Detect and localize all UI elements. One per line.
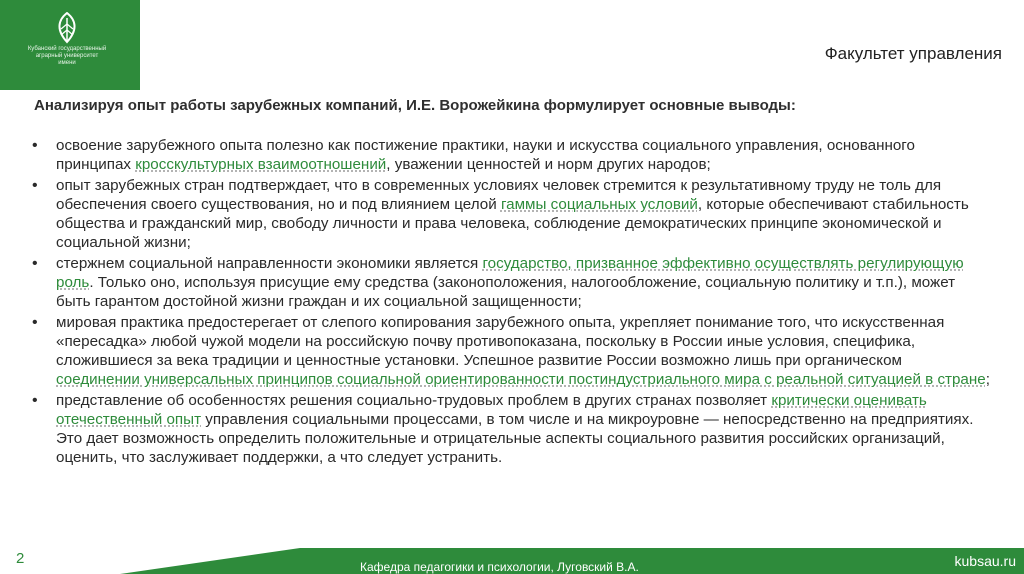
site-link[interactable]: kubsau.ru	[954, 553, 1016, 569]
bullet-text: освоение зарубежного опыта полезно как постижение практики, науки и искусства социального управления, основанного принципах	[56, 137, 915, 173]
bullet-text: ;	[985, 371, 990, 388]
logo-line-3: имени	[58, 60, 76, 66]
leaf-logo-icon	[52, 12, 82, 46]
faculty-title: Факультет управления	[824, 44, 1002, 63]
list-item	[30, 136, 990, 174]
highlight-phrase: государство, призванное эффективно осуществлять регулирующую роль	[56, 255, 964, 291]
list-item	[30, 391, 990, 467]
bullet-text: . Только оно, используя присущие ему средства (законоположения, налогообложение, социальную политику и т.п.), может быть гарантом достойной жизни граждан и их социальной защищенности;	[56, 274, 956, 310]
bullet-text: опыт зарубежных стран подтверждает, что в современных условиях человек стремится к результативному труду не толь для обеспечения своего существования, но и под влиянием целой	[56, 177, 942, 213]
university-logo	[12, 12, 122, 78]
highlight-phrase: соединении универсальных принципов социальной ориентированности постиндустриального мира с реальной ситуацией в стране	[56, 371, 986, 388]
highlight-phrase: критически оценивать отечественный опыт	[56, 392, 927, 428]
logo-line-2: аграрный университет	[35, 53, 99, 59]
bullet-text: , которые обеспечивают стабильность общества и гражданский мир, свободу личности и права человека, соблюдение демократических принципе экономической и социальной жизни;	[56, 196, 969, 251]
list-item	[30, 313, 990, 389]
highlight-phrase: кросскультурных взаимоотношений	[135, 156, 387, 173]
slide-heading: Анализируя опыт работы зарубежных компаний, И.Е. Ворожейкина формулирует основные выводы:	[34, 97, 796, 114]
conclusions-list	[30, 136, 990, 469]
logo-line-1: Кубанский государственный	[27, 46, 107, 52]
bullet-text: представление об особенностях решения социально-трудовых проблем в других странах позволяет	[56, 392, 772, 409]
highlight-phrase: гаммы социальных условий	[500, 196, 698, 213]
page-number: 2	[16, 550, 25, 567]
list-item	[30, 254, 990, 311]
bullet-text: , уважении ценностей и норм других народов;	[386, 156, 711, 173]
department-caption: Кафедра педагогики и психологии, Луговский В.А.	[360, 560, 639, 574]
bullet-text: управления социальными процессами, в том числе и на микроуровне — непосредственно на предприятиях. Это дает возможность определить положительные и отрицательные аспекты социального развития российских организаций, оценить, что заслуживает поддержки, а что следует устранить.	[56, 411, 974, 466]
list-item	[30, 176, 990, 252]
bullet-text: мировая практика предостерегает от слепого копирования зарубежного опыта, укрепляет понимание того, что искусственная «пересадка» любой чужой модели на российскую почву противопоказана, поскольку в России иные условия, специфика, сложившиеся за века традиции и ценностные установки. Успешное развитие России возможно лишь при органическом	[56, 314, 945, 369]
bullet-text: стержнем социальной направленности экономики является	[56, 255, 483, 272]
